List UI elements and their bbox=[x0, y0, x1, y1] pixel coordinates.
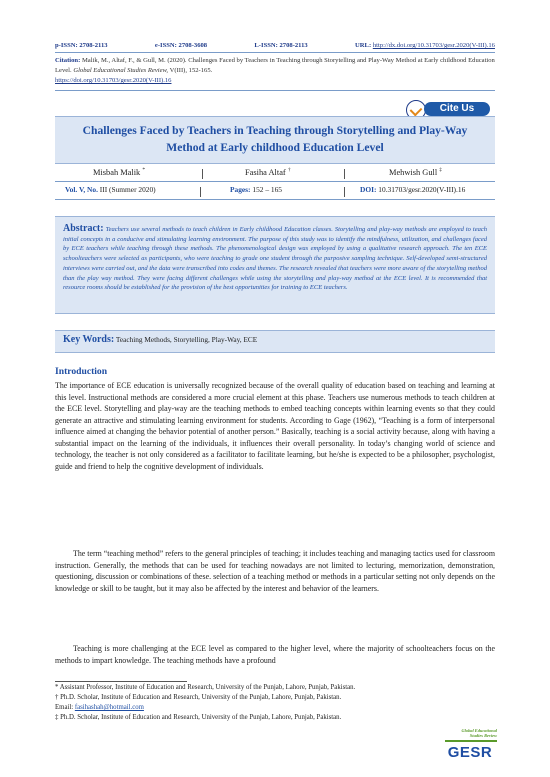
volume-info bbox=[65, 185, 156, 194]
url-block bbox=[355, 42, 495, 49]
logo-tagline bbox=[439, 728, 497, 738]
footnotes bbox=[55, 683, 495, 723]
logo-tagline-2: Studies Review bbox=[469, 733, 497, 738]
e-issn: e-ISSN: 2708-3608 bbox=[154, 42, 208, 49]
logo-abbrev: GESR bbox=[447, 744, 493, 761]
meta-divider bbox=[55, 199, 495, 200]
l-issn: L-ISSN: 2708-2113 bbox=[254, 42, 308, 49]
author-separator bbox=[344, 169, 345, 179]
author-name: Fasiha Altaf bbox=[245, 167, 286, 177]
abstract-body bbox=[63, 224, 487, 293]
abstract-text: Teachers use several methods to teach children in Early childhood Education classes. Storytelling and play-way methods are employed to teach initial concepts in a conducive and stimulating learning environment. The purpose of this study was to identify the mindfulness, utilization, and challenges faced by ECE teachers while teaching through these methods. The phenomenological design was employed by using a qualitative research approach. The ten ECE schoolteachers were selected as participants, who were teaching to grade one student through the purposive sampling technique. Self-developed semi-structured interviews were carried out, and the data were transcribed into codes and themes. The research revealed that teachers were more aware of the storytelling method than the play way method. They were facing different challenges while using the storytelling and play-way method at the ECE level. It is recommended that resource rooms should be established for the provision of the best opportunities for training to ECE teachers. bbox=[63, 226, 487, 292]
article-title: Challenges Faced by Teachers in Teaching through Storytelling and Play-Way Method at Early childhood Education Level bbox=[82, 124, 468, 154]
footnote-3: ‡ Ph.D. Scholar, Institute of Education and Research, University of the Punjab, Lahore, Punjab, Pakistan. bbox=[55, 714, 342, 722]
author-mark: * bbox=[142, 167, 146, 173]
footnote-1: * Assistant Professor, Institute of Education and Research, University of the Punjab, Lahore, Punjab, Pakistan. bbox=[55, 684, 356, 691]
citation-text: Malik, M., Altaf, F., & Gull, M. (2020). Challenges Faced by Teachers in Teaching through Storytelling and Play-Way Method at Early childhood Education Level. bbox=[55, 57, 495, 75]
volume-value: III (Summer 2020) bbox=[99, 185, 156, 194]
doi-value: 10.31703/gesr.2020(V-III).16 bbox=[378, 185, 466, 194]
citation bbox=[55, 56, 495, 87]
footnote-2: † Ph.D. Scholar, Institute of Education and Research, University of the Punjab, Lahore, Punjab, Pakistan. bbox=[55, 694, 342, 702]
citation-volume: V(III), 152-165. bbox=[169, 67, 213, 75]
introduction-heading: Introduction bbox=[55, 366, 108, 377]
citation-journal: Global Educational Studies Review, bbox=[73, 67, 169, 75]
logo-rule bbox=[445, 740, 497, 742]
intro-paragraph-2: The term “teaching method” refers to the general principles of teaching; it includes teaching and managing tactics used for classroom instruction. Generally, the methods that can be used for teaching nowadays are not limited to lecturing, memorization, demonstration, questioning, discussion or combinations of these. selection of a teaching method or methods in a particular setting not only depends on the knowledge or skill to be taught, but it may also be affected by the interest and behavior of the learners. bbox=[55, 549, 495, 593]
author-separator bbox=[202, 169, 203, 179]
author-mark: ‡ bbox=[439, 167, 442, 173]
authors-divider bbox=[55, 181, 495, 182]
citation-doi-link[interactable]: https://doi.org/10.31703/gesr.2020(V-III).16 bbox=[55, 77, 172, 85]
article-url-link[interactable]: http://dx.doi.org/10.31703/gesr.2020(V-III).16 bbox=[372, 42, 495, 49]
doi-label: DOI: bbox=[360, 185, 377, 194]
email-link[interactable]: fasihashah@hotmail.com bbox=[74, 704, 144, 712]
author-mark: † bbox=[287, 167, 291, 173]
url-label: URL: bbox=[355, 42, 372, 49]
volume-label: Vol. V, No. bbox=[65, 185, 98, 194]
title-panel bbox=[55, 116, 495, 164]
author-2 bbox=[245, 167, 291, 177]
keywords-text: Teaching Methods, Storytelling, Play-Way, ECE bbox=[115, 335, 258, 344]
author-1 bbox=[93, 167, 145, 177]
logo-tagline-1: Global Educational bbox=[461, 728, 497, 733]
email-label: Email: bbox=[55, 704, 74, 712]
intro-paragraph-3: Teaching is more challenging at the ECE level as compared to the higher level, where the majority of schoolteachers focus on the methods to impart knowledge. The teaching methods have a profound bbox=[55, 644, 495, 665]
cite-us-label: Cite Us bbox=[424, 102, 490, 116]
pages-value: 152 – 165 bbox=[252, 185, 282, 194]
pages-info bbox=[230, 185, 282, 194]
pages-label: Pages: bbox=[230, 185, 251, 194]
authors-row bbox=[55, 167, 495, 179]
doi-info bbox=[360, 185, 465, 194]
keywords-heading: Key Words: bbox=[63, 334, 115, 345]
author-name: Mehwish Gull bbox=[389, 167, 438, 177]
footnote-divider bbox=[55, 681, 187, 682]
meta-separator bbox=[344, 187, 345, 197]
abstract-heading: Abstract: bbox=[63, 223, 104, 234]
keywords-body bbox=[63, 334, 257, 345]
author-name: Misbah Malik bbox=[93, 167, 141, 177]
abstract-panel bbox=[55, 216, 495, 314]
meta-separator bbox=[200, 187, 201, 197]
citation-label: Citation: bbox=[55, 57, 81, 64]
footnote-email bbox=[55, 703, 495, 713]
citation-divider bbox=[55, 90, 495, 91]
p-issn: p-ISSN: 2708-2113 bbox=[55, 42, 108, 49]
header-divider bbox=[55, 52, 495, 53]
author-3 bbox=[389, 167, 442, 177]
journal-logo bbox=[437, 728, 497, 768]
issn-bar bbox=[55, 42, 495, 49]
keywords-panel bbox=[55, 330, 495, 353]
volume-row bbox=[55, 185, 495, 197]
intro-paragraph-1: The importance of ECE education is universally recognized because of the overall quality of education based on teaching and learning at this level. Instructional methods are considered a more crucial element at this phase. Teachers use numerous methods to teach children at the ECE level. Storytelling and play-way are the teaching methods to embed teaching concepts within learning events so that they could generate an attractive and stimulating learning environment for students. According to Gage (1962), “Teaching is a form of interpersonal influence aimed at changing the behavior potential of another person.” Basically, teaching is a social activity because, along with having a substantial impact on the learning of the individuals, it influences their overall personality. In today’s changing world of science and technology, the teacher is not only considered as a facilitator to facilitate learning, but he/she is expected to be a philosopher, psychologist, guide and friend to help the cognitive development of individuals. bbox=[55, 381, 495, 471]
